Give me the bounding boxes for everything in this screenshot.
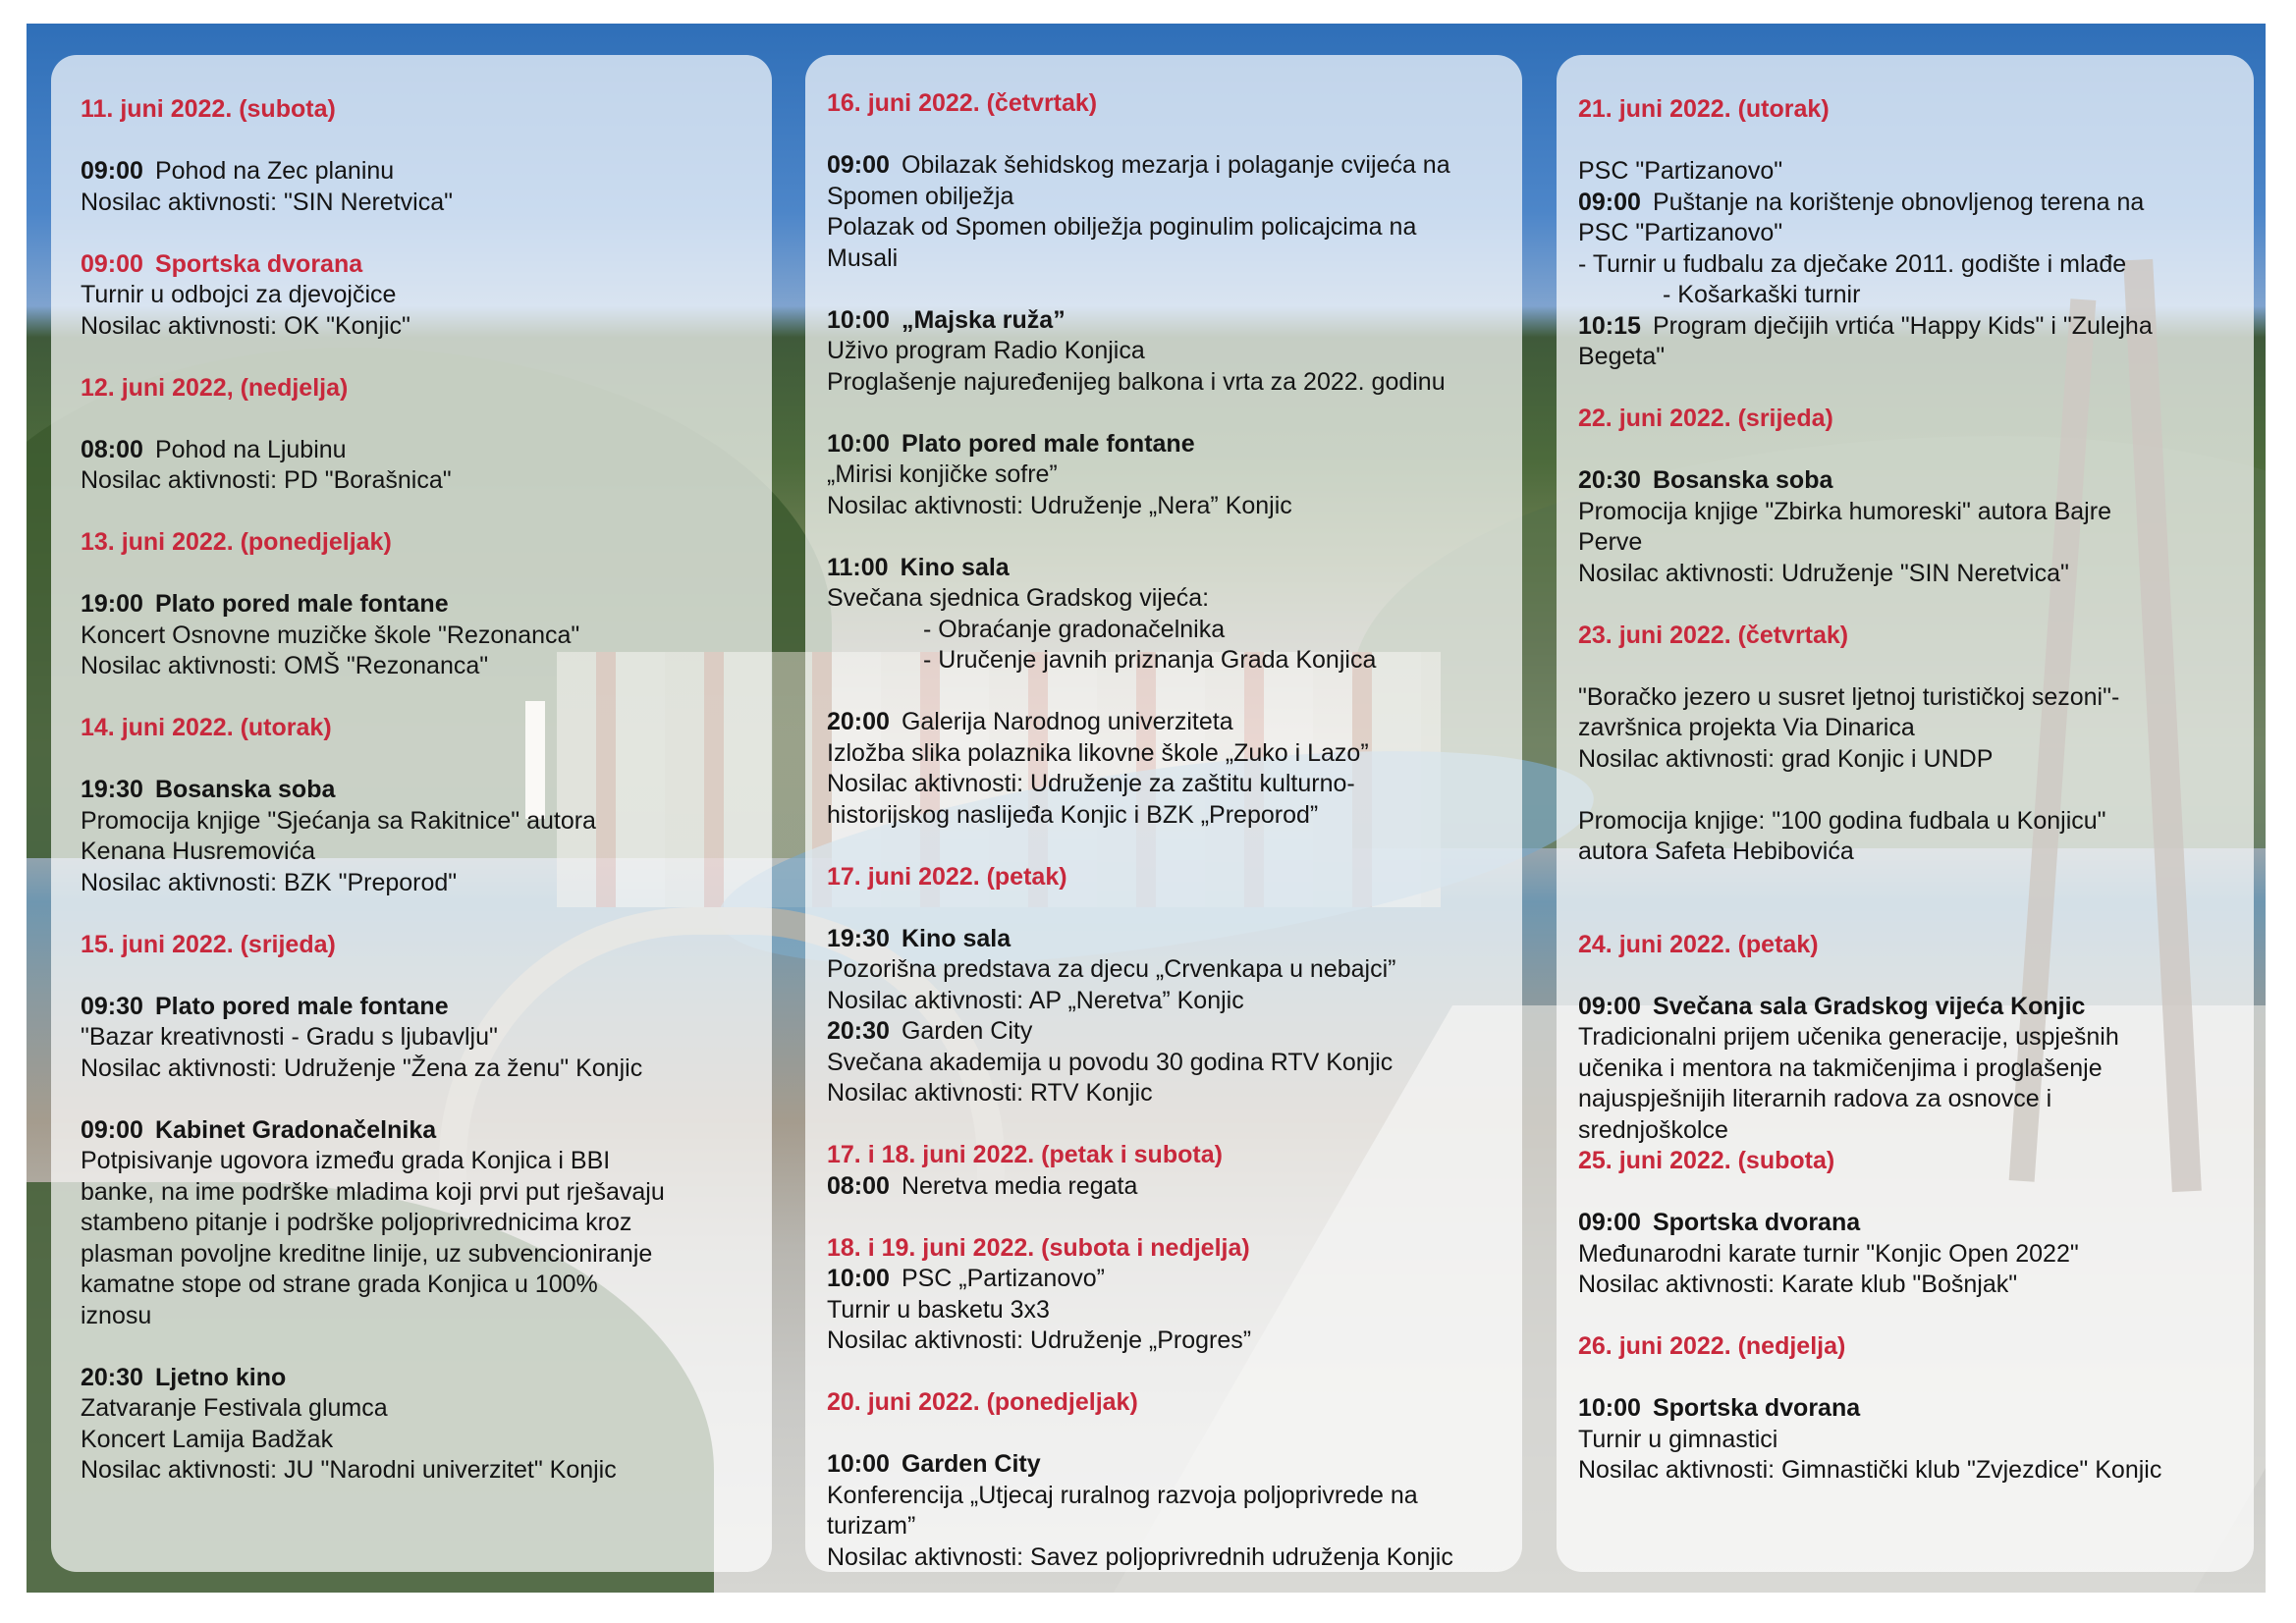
event-title: Bosanska soba <box>1652 466 1833 494</box>
spacer <box>1578 1363 2236 1394</box>
event-detail: Zatvaranje Festivala glumca <box>81 1394 388 1422</box>
event-time: 10:00 <box>1578 1394 1641 1422</box>
event-detail: - Turnir u fudbalu za dječake 2011. godište i mlađe <box>1578 249 2127 278</box>
event-time: 19:00 <box>81 590 143 618</box>
event-title: Plato pored male fontane <box>901 429 1195 458</box>
event-detail: Nosilac aktivnosti: Udruženje "Žena za ženu" Konjic <box>81 1054 643 1082</box>
event-detail: Perve <box>1578 528 1643 556</box>
event-time: 10:00 <box>827 1450 890 1478</box>
date-heading: 16. juni 2022. (četvrtak) <box>827 89 1098 117</box>
event-detail: Promocija knjige "Zbirka humoreski" autora Bajre <box>1578 497 2111 525</box>
event-detail: Tradicionalni prijem učenika generacije, uspješnih <box>1578 1023 2119 1051</box>
spacer <box>81 898 752 930</box>
event-detail: Nosilac aktivnosti: Savez poljoprivrednih udruženja Konjic <box>827 1542 1453 1571</box>
event-title: „Majska ruža” <box>901 305 1066 334</box>
spacer <box>81 1331 752 1363</box>
event-title: Sportska dvorana <box>154 249 363 278</box>
event-row <box>827 1264 1522 1295</box>
event-detail: Konferencija „Utjecaj ruralnog razvoja poljoprivrede na <box>827 1481 1418 1509</box>
event-title: Garden City <box>901 1017 1033 1045</box>
spacer <box>1578 651 2236 682</box>
spacer <box>81 126 752 157</box>
event-title: Plato pored male fontane <box>154 590 449 618</box>
event-detail: Izložba slika polaznika likovne škole „Zuko i Lazo” <box>827 738 1369 767</box>
spacer <box>827 1357 1522 1388</box>
event-row <box>827 429 1522 460</box>
event-detail: Nosilac aktivnosti: Udruženje „Nera” Konjic <box>827 491 1292 519</box>
event-detail: Promocija knjige: "100 godina fudbala u Konjicu" <box>1578 806 2106 835</box>
event-detail: plasman povoljne kreditne linije, uz subvencioniranje <box>81 1239 653 1268</box>
event-row <box>81 1363 752 1394</box>
event-title: Svečana sala Gradskog vijeća Konjic <box>1652 992 2086 1020</box>
event-detail: učenika i mentora na takmičenjima i proglašenje <box>1578 1054 2103 1082</box>
event-row <box>81 992 752 1023</box>
event-detail: Međunarodni karate turnir "Konjic Open 2022" <box>1578 1239 2079 1268</box>
event-detail: Nosilac aktivnosti: Udruženje za zaštitu kulturno- <box>827 770 1355 797</box>
event-detail: autora Safeta Hebibovića <box>1578 838 1854 865</box>
spacer <box>827 274 1522 305</box>
event-row <box>81 1115 752 1147</box>
spacer <box>81 559 752 590</box>
event-title: Plato pored male fontane <box>154 992 449 1020</box>
event-title: Ljetno kino <box>154 1363 287 1391</box>
event-detail: Begeta" <box>1578 343 1666 370</box>
event-detail: Svečana akademija u povodu 30 godina RTV Konjic <box>827 1048 1394 1076</box>
event-detail: turizam” <box>827 1512 916 1540</box>
spacer <box>827 1202 1522 1233</box>
event-detail: Promocija knjige "Sjećanja sa Rakitnice" autora <box>81 806 596 835</box>
date-heading: 17. juni 2022. (petak) <box>827 862 1067 891</box>
event-time: 09:00 <box>1578 992 1641 1020</box>
event-time: 20:00 <box>827 708 890 735</box>
spacer <box>827 398 1522 429</box>
spacer <box>1578 126 2236 157</box>
event-time: 10:00 <box>827 305 890 334</box>
event-detail: „Mirisi konjičke sofre” <box>827 460 1058 488</box>
event-row <box>827 1171 1522 1203</box>
event-detail: Musali <box>827 243 899 272</box>
event-detail: Svečana sjednica Gradskog vijeća: <box>827 584 1210 612</box>
event-detail: Polazak od Spomen obilježja poginulim policajcima na <box>827 213 1417 241</box>
event-time: 08:00 <box>827 1171 890 1200</box>
event-title: Kino sala <box>901 924 1011 952</box>
spacer <box>81 342 752 373</box>
event-row <box>1578 1393 2236 1425</box>
event-detail: Nosilac aktivnosti: Gimnastički klub "Zvjezdice" Konjic <box>1578 1456 2162 1484</box>
event-detail: Potpisivanje ugovora između grada Konjica i BBI <box>81 1147 611 1174</box>
event-title: Kabinet Gradonačelnika <box>154 1115 437 1144</box>
spacer <box>827 521 1522 553</box>
event-title: Puštanje na korištenje obnovljenog terena na <box>1652 188 2145 216</box>
event-row <box>81 435 752 466</box>
spacer <box>1578 898 2236 930</box>
event-time: 09:00 <box>1578 1209 1641 1236</box>
event-row <box>1578 992 2236 1023</box>
date-heading: 24. juni 2022. (petak) <box>1578 930 1819 958</box>
date-heading: 14. juni 2022. (utorak) <box>81 714 332 741</box>
spacer <box>827 1109 1522 1141</box>
event-detail: "Boračko jezero u susret ljetnoj turističkoj sezoni"- <box>1578 682 2120 711</box>
spacer <box>81 404 752 435</box>
event-sub-item: - Obraćanje gradonačelnika <box>923 615 1226 643</box>
event-detail: Turnir u gimnastici <box>1578 1425 1778 1453</box>
event-time: 09:00 <box>81 249 143 278</box>
spacer <box>1578 960 2236 992</box>
event-row <box>827 150 1522 182</box>
event-detail: Koncert Osnovne muzičke škole "Rezonanca" <box>81 621 580 649</box>
event-row <box>827 924 1522 955</box>
event-time: 08:00 <box>81 435 143 463</box>
event-detail: Nosilac aktivnosti: PD "Borašnica" <box>81 466 452 494</box>
event-title: Galerija Narodnog univerziteta <box>901 708 1233 735</box>
event-title: Pohod na Zec planinu <box>154 157 395 185</box>
schedule-column-3 <box>1557 55 2254 1572</box>
event-detail: srednjoškolce <box>1578 1115 1728 1144</box>
event-row <box>81 156 752 188</box>
event-title: Pohod na Ljubinu <box>154 435 347 463</box>
event-detail: "Bazar kreativnosti - Gradu s ljubavlju" <box>81 1023 498 1051</box>
event-title: Garden City <box>901 1450 1041 1478</box>
event-detail: Nosilac aktivnosti: Karate klub "Bošnjak" <box>1578 1271 2018 1298</box>
spacer <box>81 960 752 992</box>
date-heading: 17. i 18. juni 2022. (petak i subota) <box>827 1141 1223 1168</box>
spacer <box>1578 1301 2236 1332</box>
event-detail: Nosilac aktivnosti: Udruženje „Progres” <box>827 1326 1252 1354</box>
event-row <box>81 775 752 806</box>
event-row <box>1578 1208 2236 1239</box>
event-row <box>827 1449 1522 1481</box>
spacer <box>1578 435 2236 466</box>
event-detail: Nosilac aktivnosti: OMŠ "Rezonanca" <box>81 652 489 679</box>
event-detail: najuspješnijih literarnih radova za osnovce i <box>1578 1085 2052 1112</box>
spacer <box>1578 868 2236 899</box>
event-sub-item: - Uručenje javnih priznanja Grada Konjica <box>923 646 1377 674</box>
event-title: Neretva media regata <box>901 1171 1138 1200</box>
event-time: 10:15 <box>1578 311 1641 340</box>
date-heading: 13. juni 2022. (ponedjeljak) <box>81 528 392 556</box>
spacer <box>827 1419 1522 1450</box>
event-detail: PSC "Partizanovo" <box>1578 219 1783 246</box>
event-row <box>827 707 1522 738</box>
event-detail: kamatne stope od strane grada Konjica u 100% <box>81 1271 598 1298</box>
date-heading: 12. juni 2022, (nedjelja) <box>81 373 349 402</box>
spacer <box>81 682 752 714</box>
event-time: 09:00 <box>81 157 143 185</box>
event-detail: iznosu <box>81 1301 152 1329</box>
event-time: 20:30 <box>1578 466 1641 494</box>
event-title: PSC „Partizanovo” <box>901 1265 1105 1292</box>
event-row <box>827 553 1522 584</box>
event-detail: historijskog naslijeđa Konjic i BZK „Preporod” <box>827 800 1319 829</box>
spacer <box>1578 775 2236 806</box>
event-detail: banke, na ime podrške mladima koji prvi put rješavaju <box>81 1177 665 1206</box>
date-heading: 22. juni 2022. (srijeda) <box>1578 405 1833 432</box>
event-row <box>827 1016 1522 1048</box>
schedule-column-2 <box>805 55 1522 1572</box>
event-row <box>81 589 752 621</box>
date-heading: 15. juni 2022. (srijeda) <box>81 930 336 958</box>
event-detail: Nosilac aktivnosti: JU "Narodni univerzitet" Konjic <box>81 1456 617 1484</box>
date-heading: 25. juni 2022. (subota) <box>1578 1147 1835 1174</box>
event-detail: Nosilac aktivnosti: Udruženje "SIN Neretvica" <box>1578 559 2069 587</box>
spacer <box>827 120 1522 151</box>
event-time: 11:00 <box>827 553 889 581</box>
schedule-column-1 <box>51 55 772 1572</box>
event-time: 19:30 <box>827 924 890 952</box>
spacer <box>81 218 752 249</box>
event-title: Kino sala <box>900 553 1010 581</box>
date-heading: 26. juni 2022. (nedjelja) <box>1578 1332 1846 1360</box>
spacer <box>81 1084 752 1115</box>
event-row <box>81 249 752 281</box>
event-detail: Proglašenje najuređenijeg balkona i vrta za 2022. godinu <box>827 367 1446 396</box>
event-detail: završnica projekta Via Dinarica <box>1578 714 1915 741</box>
spacer <box>1578 589 2236 621</box>
event-row <box>827 305 1522 337</box>
event-time: 20:30 <box>827 1017 890 1045</box>
event-time: 20:30 <box>81 1363 143 1391</box>
event-detail: Nosilac aktivnosti: grad Konjic i UNDP <box>1578 744 1994 773</box>
event-detail: Koncert Lamija Badžak <box>81 1425 334 1453</box>
event-time: 09:00 <box>827 151 890 179</box>
event-title: Bosanska soba <box>154 776 336 803</box>
date-heading: 11. juni 2022. (subota) <box>81 95 336 123</box>
event-detail: Nosilac aktivnosti: BZK "Preporod" <box>81 868 458 896</box>
event-detail: Spomen obilježja <box>827 182 1014 210</box>
event-detail: Turnir u basketu 3x3 <box>827 1295 1050 1324</box>
spacer <box>1578 1177 2236 1209</box>
spacer <box>827 831 1522 862</box>
event-title: Sportska dvorana <box>1652 1209 1861 1236</box>
event-detail: Nosilac aktivnosti: "SIN Neretvica" <box>81 188 453 216</box>
event-title: Program dječijih vrtića "Happy Kids" i "Zulejha <box>1652 311 2153 340</box>
spacer <box>827 676 1522 708</box>
date-heading: 18. i 19. juni 2022. (subota i nedjelja) <box>827 1233 1250 1262</box>
event-title: Sportska dvorana <box>1652 1394 1861 1422</box>
event-title: Obilazak šehidskog mezarja i polaganje cvijeća na <box>901 151 1450 179</box>
date-heading: 21. juni 2022. (utorak) <box>1578 95 1830 123</box>
event-row <box>1578 311 2236 343</box>
spacer <box>827 893 1522 924</box>
event-time: 09:00 <box>81 1115 143 1144</box>
event-detail: stambeno pitanje i podrške poljoprivrednicima kroz <box>81 1209 632 1236</box>
event-time: 09:00 <box>1578 188 1641 216</box>
spacer <box>81 744 752 776</box>
event-detail: Nosilac aktivnosti: RTV Konjic <box>827 1079 1153 1107</box>
event-sub-item: - Košarkaški turnir <box>1663 281 1861 308</box>
event-row <box>1578 465 2236 497</box>
event-detail: Turnir u odbojci za djevojčice <box>81 281 397 308</box>
date-heading: 23. juni 2022. (četvrtak) <box>1578 621 1849 649</box>
event-time: 09:30 <box>81 992 143 1020</box>
event-time: 19:30 <box>81 776 143 803</box>
date-heading: 20. juni 2022. (ponedjeljak) <box>827 1388 1138 1416</box>
event-time: 10:00 <box>827 1265 890 1292</box>
event-detail: Kenana Husremovića <box>81 838 316 865</box>
spacer <box>81 497 752 528</box>
event-row <box>1578 188 2236 219</box>
event-time: 10:00 <box>827 429 890 458</box>
event-detail: Nosilac aktivnosti: AP „Neretva” Konjic <box>827 986 1244 1014</box>
event-detail: Uživo program Radio Konjica <box>827 337 1145 364</box>
event-detail: PSC "Partizanovo" <box>1578 157 1783 185</box>
event-detail: Nosilac aktivnosti: OK "Konjic" <box>81 311 410 340</box>
event-detail: Pozorišna predstava za djecu „Crvenkapa u nebajci” <box>827 955 1396 983</box>
spacer <box>1578 373 2236 405</box>
